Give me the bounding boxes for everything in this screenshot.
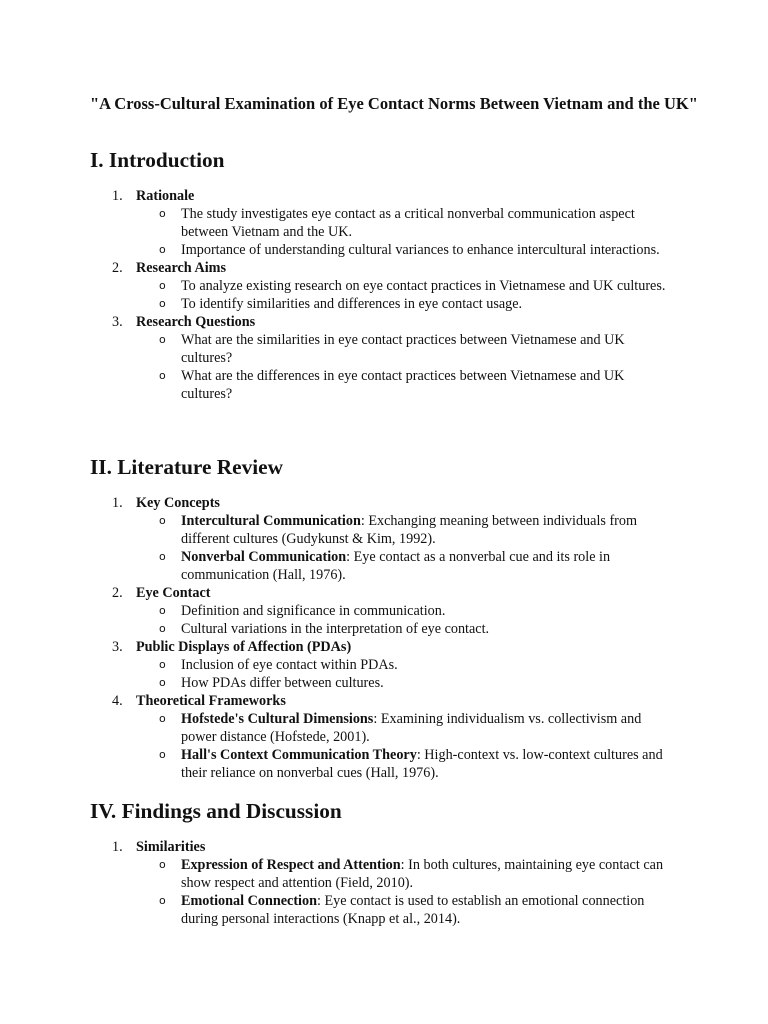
sub-item-text: Importance of understanding cultural variances to enhance intercultural interactions. <box>181 242 660 258</box>
sub-item <box>136 710 666 746</box>
item-title: Public Displays of Affection (PDAs) <box>136 639 352 655</box>
sub-item-text: How PDAs differ between cultures. <box>181 675 384 691</box>
item-title: Eye Contact <box>136 585 211 601</box>
sub-item-text: Cultural variations in the interpretation of eye contact. <box>181 621 490 637</box>
item-number: 1. <box>112 188 123 204</box>
sub-item <box>136 548 666 584</box>
sub-item-text: What are the similarities in eye contact practices between Vietnamese and UK cultures? <box>181 332 625 366</box>
item-number: 2. <box>112 585 123 601</box>
bullet-icon: o <box>159 676 166 689</box>
sub-item <box>136 295 666 313</box>
bullet-icon: o <box>159 279 166 292</box>
sub-item-text: : Eye contact is used to establish an emotional connection during personal interactions (Knapp et al., 2014). <box>181 893 645 927</box>
bullet-icon: o <box>159 550 166 563</box>
sub-item <box>136 241 666 259</box>
sub-item-text: To analyze existing research on eye contact practices in Vietnamese and UK cultures. <box>181 278 666 294</box>
section-heading: IV. Findings and Discussion <box>90 799 342 823</box>
sub-item-text: Definition and significance in communication. <box>181 603 446 619</box>
bullet-icon: o <box>159 297 166 310</box>
bullet-icon: o <box>159 658 166 671</box>
item-number: 2. <box>112 260 123 276</box>
bullet-icon: o <box>159 514 166 527</box>
list-item <box>90 313 690 403</box>
item-number: 3. <box>112 639 123 655</box>
list-item <box>90 838 690 928</box>
sub-list <box>136 512 690 584</box>
section-list <box>90 187 690 403</box>
sub-list <box>136 656 690 692</box>
item-title: Research Aims <box>136 260 226 276</box>
sub-item-text: The study investigates eye contact as a critical nonverbal communication aspect between Vietnam and the UK. <box>181 206 635 240</box>
sub-item <box>136 656 666 674</box>
sub-item-text: Inclusion of eye contact within PDAs. <box>181 657 398 673</box>
bullet-icon: o <box>159 369 166 382</box>
bullet-icon: o <box>159 243 166 256</box>
sub-item-text: What are the differences in eye contact practices between Vietnamese and UK cultures? <box>181 368 625 402</box>
list-item <box>90 259 690 313</box>
bullet-icon: o <box>159 712 166 725</box>
sub-item-text: To identify similarities and differences in eye contact usage. <box>181 296 523 312</box>
sub-item-text: : Eye contact as a nonverbal cue and its role in communication (Hall, 1976). <box>181 549 611 583</box>
bullet-icon: o <box>159 604 166 617</box>
item-number: 1. <box>112 839 123 855</box>
sub-item <box>136 856 666 892</box>
sub-item <box>136 367 666 403</box>
sub-item <box>136 512 666 548</box>
sub-item-text: : Examining individualism vs. collectivism and power distance (Hofstede, 2001). <box>181 711 642 745</box>
sub-item <box>136 277 666 295</box>
sub-item-term: Intercultural Communication <box>181 513 361 529</box>
sub-list <box>136 277 690 313</box>
sub-list <box>136 856 690 928</box>
bullet-icon: o <box>159 207 166 220</box>
sub-item-term: Hofstede's Cultural Dimensions <box>181 711 374 727</box>
list-item <box>90 187 690 259</box>
section-heading: I. Introduction <box>90 148 225 172</box>
sub-item-text: : In both cultures, maintaining eye contact can show respect and attention (Field, 2010). <box>181 857 664 891</box>
sub-item-term: Emotional Connection <box>181 893 317 909</box>
document-title: "A Cross-Cultural Examination of Eye Contact Norms Between Vietnam and the UK" <box>90 94 698 113</box>
sub-item <box>136 674 666 692</box>
item-number: 1. <box>112 495 123 511</box>
item-title: Rationale <box>136 188 195 204</box>
item-title: Research Questions <box>136 314 256 330</box>
section-list <box>90 838 690 928</box>
bullet-icon: o <box>159 622 166 635</box>
bullet-icon: o <box>159 858 166 871</box>
sub-item <box>136 620 666 638</box>
sub-item <box>136 746 666 782</box>
sub-list <box>136 602 690 638</box>
item-number: 4. <box>112 693 123 709</box>
bullet-icon: o <box>159 333 166 346</box>
sub-item <box>136 602 666 620</box>
bullet-icon: o <box>159 894 166 907</box>
sub-item <box>136 205 666 241</box>
sub-item <box>136 331 666 367</box>
list-item <box>90 584 690 638</box>
section-heading: II. Literature Review <box>90 455 284 479</box>
item-title: Theoretical Frameworks <box>136 693 286 709</box>
sub-list <box>136 710 690 782</box>
sub-list <box>136 331 690 403</box>
list-item <box>90 692 690 782</box>
sub-item-text: : High-context vs. low-context cultures and their reliance on nonverbal cues (Hall, 1976). <box>181 747 663 781</box>
item-title: Similarities <box>136 839 206 855</box>
item-title: Key Concepts <box>136 495 220 511</box>
sub-item-text: : Exchanging meaning between individuals from different cultures (Gudykunst & Kim, 1992). <box>181 513 638 547</box>
bullet-icon: o <box>159 748 166 761</box>
sub-item-term: Hall's Context Communication Theory <box>181 747 417 763</box>
sub-item-term: Expression of Respect and Attention <box>181 857 401 873</box>
sub-list <box>136 205 690 259</box>
sub-item <box>136 892 666 928</box>
item-number: 3. <box>112 314 123 330</box>
sub-item-term: Nonverbal Communication <box>181 549 347 565</box>
list-item <box>90 638 690 692</box>
section-list <box>90 494 690 782</box>
list-item <box>90 494 690 584</box>
